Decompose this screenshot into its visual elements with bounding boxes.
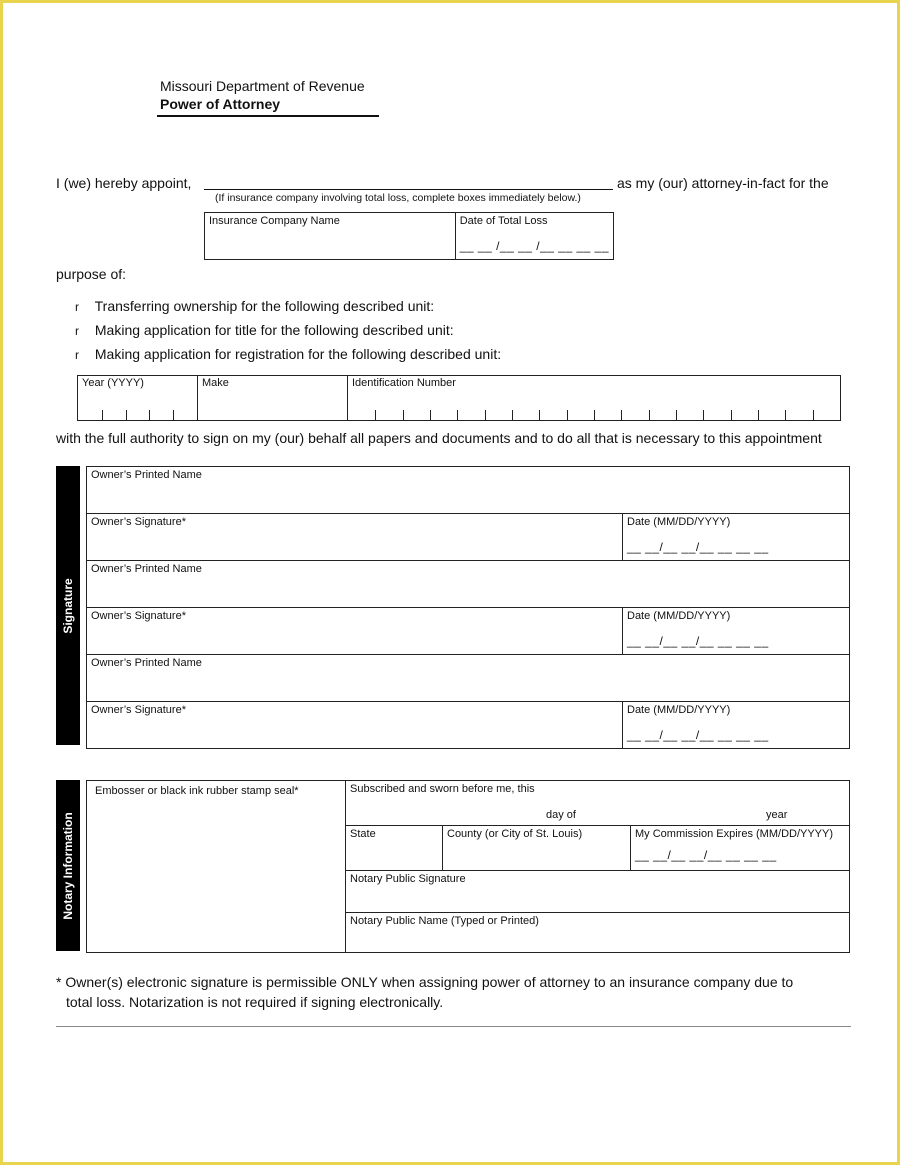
tick-mark: [731, 410, 732, 420]
unit-year-field[interactable]: [78, 376, 198, 421]
notary-seal-field[interactable]: [87, 781, 346, 953]
year-label: year: [766, 809, 788, 821]
commission-expires-field[interactable]: [631, 826, 850, 871]
signature-table: [86, 466, 850, 749]
owner-date-blank: __ __/__ __/__ __ __ __: [627, 634, 769, 648]
tick-mark: [457, 410, 458, 420]
tick-mark: [102, 410, 103, 420]
tick-mark: [485, 410, 486, 420]
year-ticks: [78, 410, 197, 420]
option-title[interactable]: [75, 322, 454, 338]
footer-rule: [56, 1026, 851, 1027]
tick-mark: [512, 410, 513, 420]
insurance-company-label: Insurance Company Name: [209, 215, 340, 227]
day-of-label: day of: [546, 809, 576, 821]
owner-signature-field-2[interactable]: [87, 608, 623, 655]
owner-date-field-1[interactable]: [623, 514, 850, 561]
appoint-trail-text: as my (our) attorney-in-fact for the: [617, 175, 829, 191]
checkbox-icon[interactable]: r: [75, 348, 79, 362]
notary-name-label: Notary Public Name (Typed or Printed): [350, 915, 539, 927]
owner-printed-name-field-3[interactable]: [87, 655, 850, 702]
id-ticks: [348, 410, 840, 420]
authority-text: with the full authority to sign on my (our) behalf all papers and documents and to do all that is necessary to this appointment: [56, 430, 822, 446]
owner-date-label: Date (MM/DD/YYYY): [627, 704, 731, 716]
signature-section-label: Signature: [61, 577, 75, 634]
unit-make-label: Make: [202, 377, 229, 389]
form-title: Power of Attorney: [160, 96, 281, 112]
notary-name-field[interactable]: [346, 913, 850, 953]
notary-county-field[interactable]: [443, 826, 631, 871]
option-registration-label: Making application for registration for the following described unit:: [94, 346, 502, 362]
owner-printed-name-label: Owner’s Printed Name: [91, 469, 202, 481]
footnote-line-1: * Owner(s) electronic signature is permissible ONLY when assigning power of attorney to an insurance company due to: [56, 974, 794, 990]
owner-signature-field-3[interactable]: [87, 702, 623, 749]
notary-table: [86, 780, 850, 953]
tick-mark: [126, 410, 127, 420]
appoint-lead-text: I (we) hereby appoint,: [56, 175, 192, 191]
notary-signature-field[interactable]: [346, 871, 850, 913]
attorney-name-field[interactable]: [204, 189, 613, 190]
total-loss-date-blank: __ __ /__ __ /__ __ __ __: [459, 239, 609, 253]
subscribed-label: Subscribed and sworn before me, this: [350, 783, 535, 795]
owner-signature-label: Owner’s Signature*: [91, 516, 186, 528]
header-rule: [157, 115, 379, 117]
tick-mark: [173, 410, 174, 420]
owner-date-label: Date (MM/DD/YYYY): [627, 610, 731, 622]
purpose-label: purpose of:: [56, 266, 127, 282]
tick-mark: [621, 410, 622, 420]
owner-signature-label: Owner’s Signature*: [91, 610, 186, 622]
option-transfer-label: Transferring ownership for the following described unit:: [94, 298, 435, 314]
option-transfer[interactable]: [75, 298, 434, 314]
notary-state-label: State: [350, 828, 376, 840]
tick-mark: [403, 410, 404, 420]
option-title-label: Making application for title for the following described unit:: [94, 322, 454, 338]
total-loss-date-label: Date of Total Loss: [459, 215, 548, 227]
unit-year-label: Year (YYYY): [82, 377, 144, 389]
tick-mark: [594, 410, 595, 420]
unit-id-field[interactable]: [348, 376, 841, 421]
owner-signature-label: Owner’s Signature*: [91, 704, 186, 716]
insurance-company-field[interactable]: [205, 213, 456, 260]
notary-county-label: County (or City of St. Louis): [447, 828, 583, 840]
option-registration[interactable]: [75, 346, 501, 362]
tick-mark: [813, 410, 814, 420]
notary-signature-label: Notary Public Signature: [350, 873, 466, 885]
owner-printed-name-field-1[interactable]: [87, 467, 850, 514]
notary-seal-label: Embosser or black ink rubber stamp seal*: [95, 785, 299, 797]
tick-mark: [758, 410, 759, 420]
commission-expires-blank: __ __/__ __/__ __ __ __: [635, 848, 777, 862]
owner-date-label: Date (MM/DD/YYYY): [627, 516, 731, 528]
tick-mark: [785, 410, 786, 420]
signature-section-bar: [56, 466, 80, 745]
notary-section-bar: [56, 780, 80, 951]
unit-make-field[interactable]: [198, 376, 348, 421]
tick-mark: [149, 410, 150, 420]
footnote-line-2: total loss. Notarization is not required if signing electronically.: [66, 994, 444, 1010]
notary-section-label: Notary Information: [61, 811, 75, 920]
owner-date-field-2[interactable]: [623, 608, 850, 655]
owner-signature-field-1[interactable]: [87, 514, 623, 561]
commission-expires-label: My Commission Expires (MM/DD/YYYY): [635, 828, 834, 840]
total-loss-date-field[interactable]: [455, 213, 613, 260]
owner-printed-name-field-2[interactable]: [87, 561, 850, 608]
checkbox-icon[interactable]: r: [75, 300, 79, 314]
tick-mark: [703, 410, 704, 420]
tick-mark: [375, 410, 376, 420]
unit-table: [77, 375, 841, 421]
tick-mark: [676, 410, 677, 420]
owner-date-field-3[interactable]: [623, 702, 850, 749]
notary-state-field[interactable]: [346, 826, 443, 871]
subscribed-field[interactable]: [346, 781, 850, 826]
owner-printed-name-label: Owner’s Printed Name: [91, 563, 202, 575]
tick-mark: [567, 410, 568, 420]
appoint-note: (If insurance company involving total loss, complete boxes immediately below.): [215, 192, 581, 204]
department-name: Missouri Department of Revenue: [160, 78, 365, 94]
tick-mark: [430, 410, 431, 420]
insurance-table: [204, 212, 614, 260]
owner-date-blank: __ __/__ __/__ __ __ __: [627, 540, 769, 554]
tick-mark: [649, 410, 650, 420]
owner-printed-name-label: Owner’s Printed Name: [91, 657, 202, 669]
owner-date-blank: __ __/__ __/__ __ __ __: [627, 728, 769, 742]
tick-mark: [539, 410, 540, 420]
unit-id-label: Identification Number: [352, 377, 456, 389]
checkbox-icon[interactable]: r: [75, 324, 79, 338]
footnote: [56, 972, 846, 1012]
